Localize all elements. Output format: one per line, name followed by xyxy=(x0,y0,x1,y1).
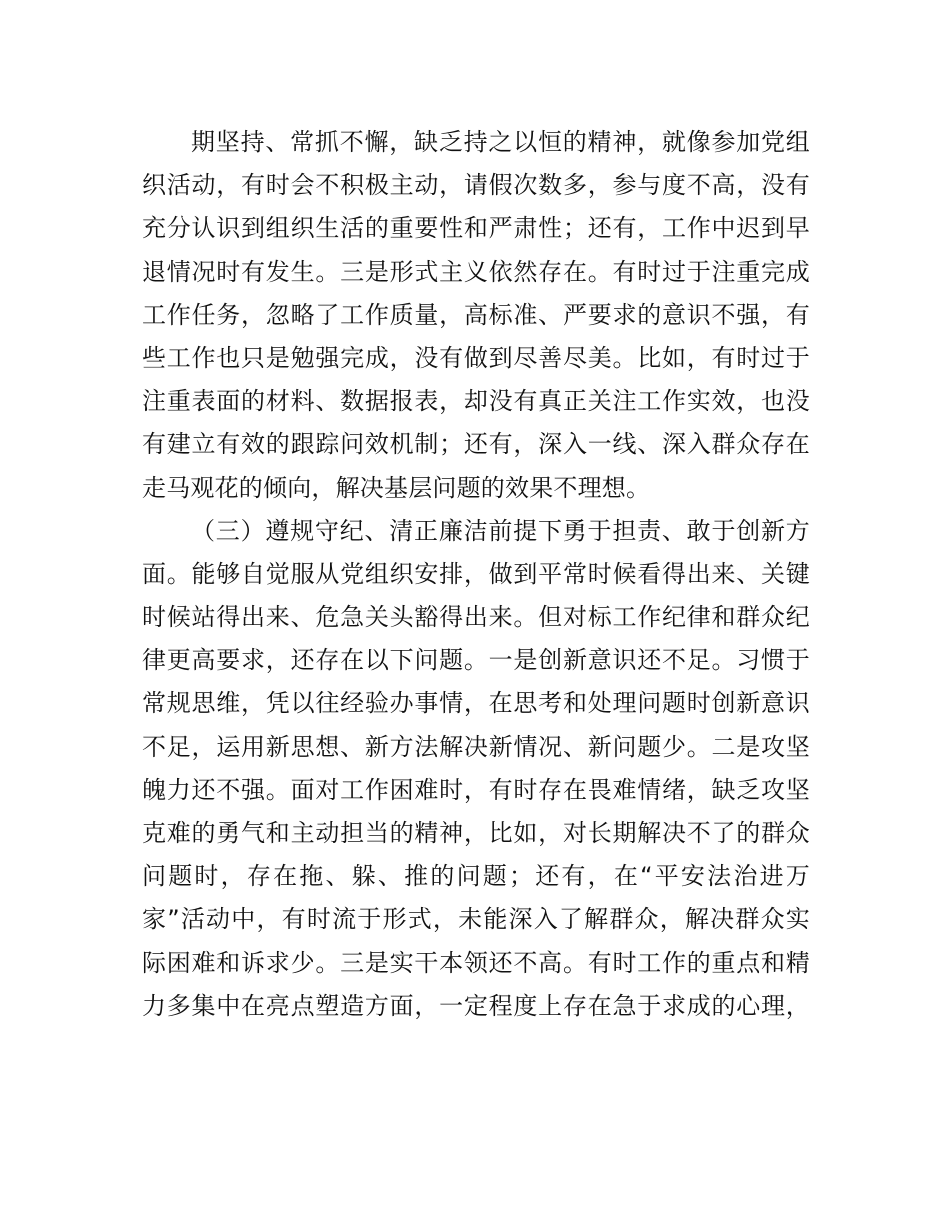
text-line: 力多集中在亮点塑造方面，一定程度上存在急于求成的心理， xyxy=(142,991,810,1020)
text-line: 面。能够自觉服从党组织安排，做到平常时候看得出来、关键 xyxy=(142,559,810,588)
text-line: 不足，运用新思想、新方法解决新情况、新问题少。二是攻坚 xyxy=(142,732,810,761)
text-line: 退情况时有发生。三是形式主义依然存在。有时过于注重完成 xyxy=(142,257,810,286)
document-page xyxy=(142,121,810,1028)
text-line: 家”活动中，有时流于形式，未能深入了解群众，解决群众实 xyxy=(142,905,810,934)
text-line: 期坚持、常抓不懈，缺乏持之以恒的精神，就像参加党组 xyxy=(191,128,810,156)
text-line: 克难的勇气和主动担当的精神，比如，对长期解决不了的群众 xyxy=(142,819,810,847)
text-line: 律更高要求，还存在以下问题。一是创新意识还不足。习惯于 xyxy=(142,646,810,675)
text-line: 走马观花的倾向，解决基层问题的效果不理想。 xyxy=(142,473,651,502)
text-line: 充分认识到组织生活的重要性和严肃性；还有，工作中迟到早 xyxy=(142,214,810,243)
text-line: 常规思维，凭以往经验办事情，在思考和处理问题时创新意识 xyxy=(142,689,810,718)
text-line: 际困难和诉求少。三是实干本领还不高。有时工作的重点和精 xyxy=(142,948,810,977)
text-line: 时候站得出来、危急关头豁得出来。但对标工作纪律和群众纪 xyxy=(142,603,810,632)
text-line: 问题时，存在拖、躲、推的问题；还有，在“平安法治进万 xyxy=(142,862,810,891)
text-line: 注重表面的材料、数据报表，却没有真正关注工作实效，也没 xyxy=(142,387,810,416)
text-line: 些工作也只是勉强完成，没有做到尽善尽美。比如，有时过于 xyxy=(142,343,810,372)
section-heading-line: （三）遵规守纪、清正廉洁前提下勇于担责、敢于创新方 xyxy=(191,516,810,545)
text-line: 有建立有效的跟踪问效机制；还有，深入一线、深入群众存在 xyxy=(142,430,810,459)
paragraph-section-3 xyxy=(142,510,810,1028)
paragraph-continuation xyxy=(142,121,810,510)
text-line: 工作任务，忽略了工作质量，高标准、严要求的意识不强，有 xyxy=(142,300,810,329)
text-line: 魄力还不强。面对工作困难时，有时存在畏难情绪，缺乏攻坚 xyxy=(142,775,810,804)
text-line: 织活动，有时会不积极主动，请假次数多，参与度不高，没有 xyxy=(142,171,810,200)
